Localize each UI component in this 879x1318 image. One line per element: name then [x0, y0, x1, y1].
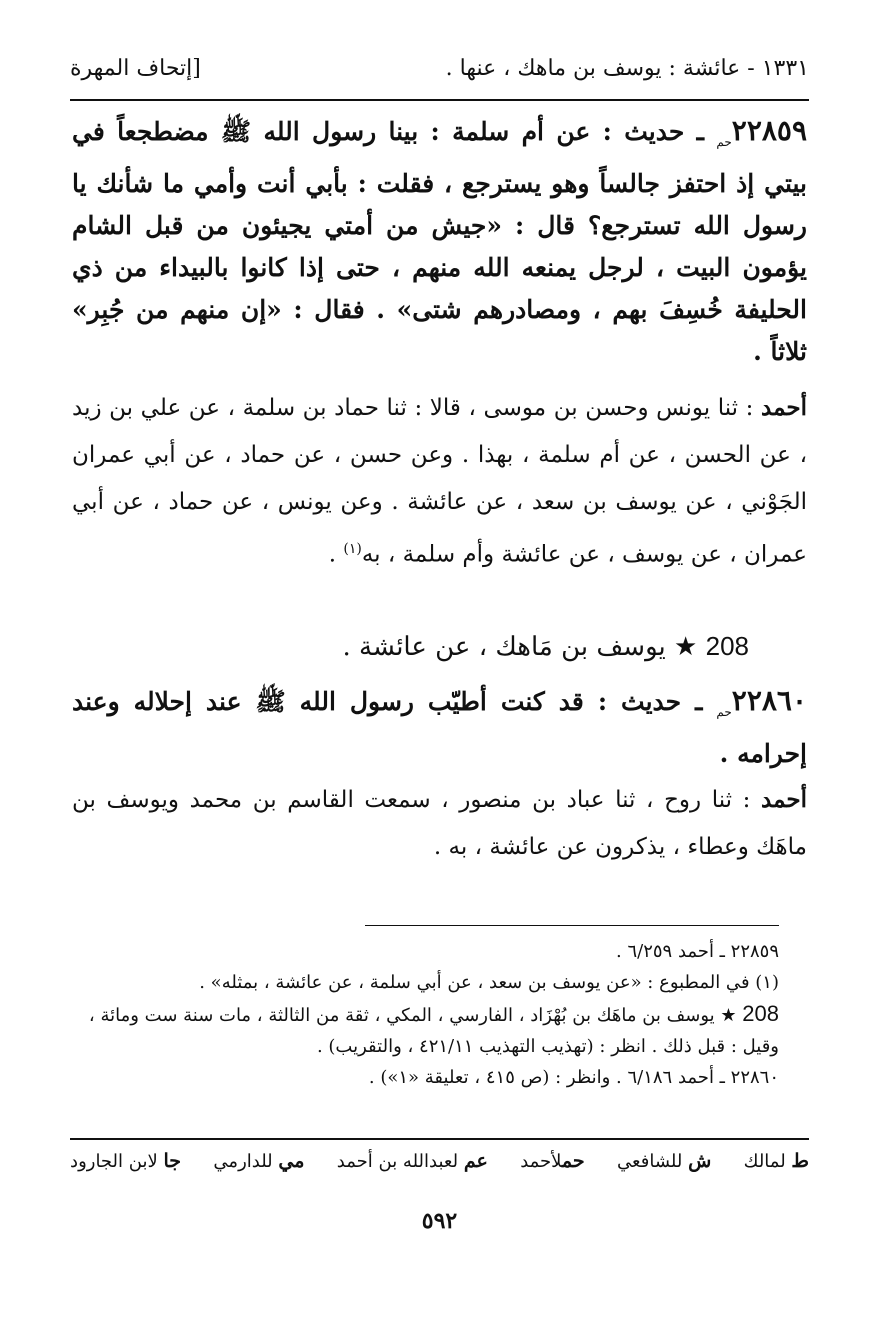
- header-divider: [70, 99, 809, 101]
- sigla-legend: [70, 1150, 809, 1186]
- legend-item: عم لعبدالله بن أحمد: [336, 1150, 488, 1172]
- footnote-mark: (١): [343, 541, 362, 557]
- legend-item: ش للشافعي: [617, 1150, 712, 1172]
- page-number: ٥٩٢: [421, 1208, 458, 1234]
- hadith-22859: [72, 110, 807, 373]
- isnad-22860: [72, 776, 807, 871]
- legend-divider: [70, 1138, 809, 1140]
- narrator-text: يوسف بن مَاهك ، عن عائشة .: [342, 632, 666, 662]
- footnote-source-22859: ٢٢٨٥٩ ـ أحمد ٦/٢٥٩ .: [616, 941, 779, 962]
- hadith-text: ـ حديث : عن أم سلمة : بينا رسول الله ﷺ مضطجعاً في بيتي إذ احتفز جالساً وهو يسترجع ، فقلت : بأبي أنت وأمي ما شأنك يا رسول الله تسترجع؟ قال : «جيش من أمتي يجيئون من قبل الشام يؤمون البيت ، لرجل يمنعه الله منهم ، حتى إذا كانوا بالبيداء من ذي الحليفة خُسِفَ بهم ، ومصادرهم شتى» . فقال : «إن منهم من جُبِر» ثلاثاً .: [72, 117, 807, 366]
- isnad-author: أحمد: [761, 786, 808, 813]
- hadith-text: ـ حديث : قد كنت أطيّب رسول الله ﷺ عند إحلاله وعند إحرامه .: [72, 687, 807, 768]
- footnote-divider: [365, 925, 779, 926]
- hadith-number: ٢٢٨٦٠: [731, 684, 807, 717]
- header-chapter-title: ١٣٣١ - عائشة : يوسف بن ماهك ، عنها .: [445, 55, 809, 81]
- footnote-source-22860: ٢٢٨٦٠ ـ أحمد ٦/١٨٦ . وانظر : (ص ٤١٥ ، تعليقة «١») .: [368, 1067, 779, 1088]
- isnad-author: أحمد: [761, 394, 807, 421]
- star-icon: ★: [720, 1005, 737, 1026]
- narrator-heading: [343, 626, 749, 667]
- legend-item: ط لمالك: [743, 1150, 809, 1172]
- hadith-sigla: حم: [716, 705, 732, 719]
- hadith-22860: [72, 680, 807, 775]
- narrator-number: 208: [705, 631, 749, 661]
- hadith-sigla: حم: [716, 135, 732, 149]
- legend-item: مي للدارمي: [213, 1150, 305, 1172]
- isnad-text: : ثنا روح ، ثنا عباد بن منصور ، سمعت القاسم بن محمد ويوسف بن ماهَك وعطاء ، يذكرون عن عائشة ، به .: [72, 787, 807, 860]
- isnad-22859: [72, 384, 807, 579]
- legend-item: حملأحمد: [520, 1150, 585, 1172]
- footnotes: [72, 936, 779, 1093]
- footnote-narrator-208: [72, 998, 779, 1062]
- footnote-1: (١) في المطبوع : «عن يوسف بن سعد ، عن أبي سلمة ، عن عائشة ، بمثله» .: [199, 972, 779, 993]
- isnad-end: .: [328, 541, 344, 568]
- footnote-narrator-text: يوسف بن ماهَك بن بُهْزَاد ، الفارسي ، المكي ، ثقة من الثالثة ، مات سنة ست ومائة ، وقيل : قبل ذلك . انظر : (تهذيب التهذيب ٤٢١/١١ ، والتقريب) .: [88, 1005, 779, 1057]
- running-header: [70, 48, 809, 88]
- hadith-number: ٢٢٨٥٩: [731, 114, 807, 147]
- legend-item: جا لابن الجارود: [70, 1150, 182, 1172]
- footnote-narrator-number: 208: [742, 1001, 779, 1026]
- star-icon: ★: [674, 632, 698, 662]
- header-book-title: [إتحاف المهرة: [70, 55, 201, 81]
- isnad-text: : ثنا يونس وحسن بن موسى ، قالا : ثنا حماد بن سلمة ، عن علي بن زيد ، عن الحسن ، عن أم سلمة ، بهذا . وعن حسن ، عن حماد ، عن أبي عمران الجَوْني ، عن يوسف بن سعد ، عن عائشة . وعن يونس ، عن حماد ، عن أبي عمران ، عن يوسف ، عن عائشة وأم سلمة ، به: [72, 395, 807, 568]
